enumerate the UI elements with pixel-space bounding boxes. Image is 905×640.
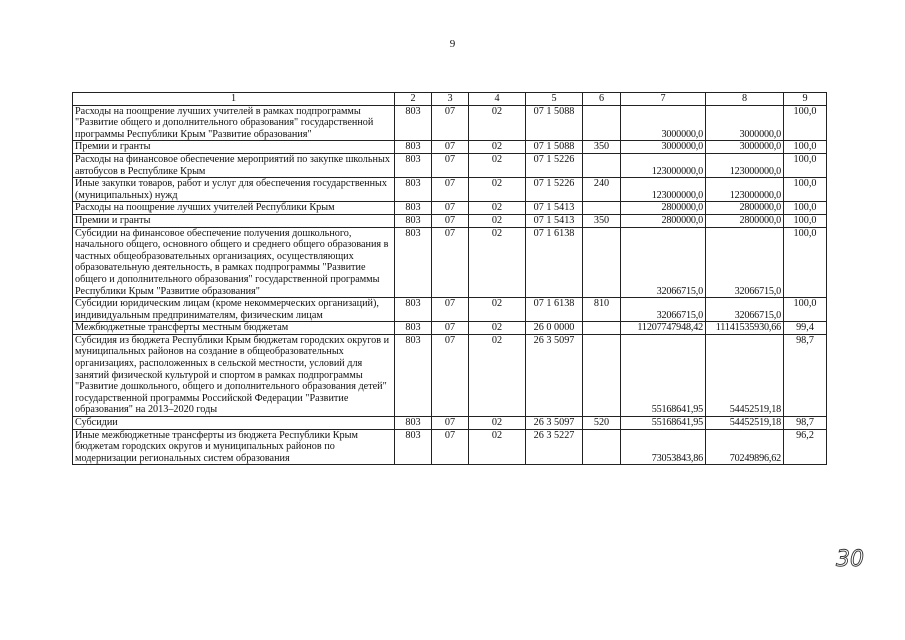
cell-col-5: 07 1 5088 [526,105,583,141]
cell-col-4: 02 [469,417,526,430]
cell-col-3: 07 [432,141,469,154]
cell-col-7: 11207747948,42 [621,322,706,335]
cell-col-6 [583,429,621,465]
cell-name: Субсидии юридическим лицам (кроме некоммерческих организаций), индивидуальным предпринимателям, физическим лицам [73,298,395,322]
cell-col-6: 810 [583,298,621,322]
cell-col-8: 123000000,0 [706,178,784,202]
cell-col-3: 07 [432,105,469,141]
cell-name: Расходы на поощрение лучших учителей Республики Крым [73,202,395,215]
cell-col-9: 99,4 [784,322,827,335]
cell-col-7: 3000000,0 [621,141,706,154]
table-row [73,429,827,465]
cell-col-3: 07 [432,227,469,298]
cell-col-4: 02 [469,298,526,322]
cell-col-7: 73053843,86 [621,429,706,465]
cell-col-3: 07 [432,417,469,430]
cell-col-8: 32066715,0 [706,298,784,322]
cell-col-9: 100,0 [784,214,827,227]
cell-col-2: 803 [395,141,432,154]
cell-col-4: 02 [469,153,526,177]
cell-col-9: 100,0 [784,227,827,298]
cell-col-4: 02 [469,322,526,335]
page-number: 9 [449,38,456,50]
cell-col-5: 07 1 5413 [526,202,583,215]
cell-col-3: 07 [432,202,469,215]
cell-col-2: 803 [395,334,432,416]
cell-col-6 [583,334,621,416]
table-row [73,214,827,227]
header-col-7: 7 [621,93,706,106]
cell-col-7: 32066715,0 [621,298,706,322]
cell-col-5: 26 0 0000 [526,322,583,335]
table-row [73,141,827,154]
handwritten-number: 30 [836,547,864,572]
cell-col-7: 55168641,95 [621,334,706,416]
cell-col-8: 3000000,0 [706,105,784,141]
header-col-6: 6 [583,93,621,106]
header-col-5: 5 [526,93,583,106]
cell-col-4: 02 [469,141,526,154]
table-row [73,105,827,141]
cell-col-8: 70249896,62 [706,429,784,465]
cell-col-5: 26 3 5097 [526,334,583,416]
cell-col-5: 26 3 5097 [526,417,583,430]
cell-col-8: 2800000,0 [706,214,784,227]
cell-col-2: 803 [395,298,432,322]
cell-col-4: 02 [469,105,526,141]
cell-col-6 [583,153,621,177]
cell-col-7: 3000000,0 [621,105,706,141]
header-col-4: 4 [469,93,526,106]
cell-name: Иные межбюджетные трансферты из бюджета Республики Крым бюджетам городских округов и муниципальных районов по модернизации региональных систем образования [73,429,395,465]
cell-name: Расходы на финансовое обеспечение мероприятий по закупке школьных автобусов в Республике Крым [73,153,395,177]
cell-col-3: 07 [432,178,469,202]
cell-name: Субсидии на финансовое обеспечение получения дошкольного, начального общего, основного общего и среднего общего образования в частных общеобразовательных организациях, осуществляющих образовательную деятельность, в рамках подпрограммы "Развитие общего и дополнительного образования" государственной программы Республики Крым "Развитие образования" [73,227,395,298]
cell-col-4: 02 [469,202,526,215]
cell-col-6 [583,227,621,298]
cell-col-4: 02 [469,227,526,298]
cell-col-2: 803 [395,214,432,227]
cell-col-5: 26 3 5227 [526,429,583,465]
cell-col-2: 803 [395,429,432,465]
cell-col-5: 07 1 5088 [526,141,583,154]
cell-col-2: 803 [395,178,432,202]
cell-name: Иные закупки товаров, работ и услуг для обеспечения государственных (муниципальных) нужд [73,178,395,202]
cell-col-3: 07 [432,322,469,335]
table-row [73,178,827,202]
cell-col-4: 02 [469,334,526,416]
cell-col-3: 07 [432,429,469,465]
cell-col-9: 100,0 [784,105,827,141]
cell-col-8: 11141535930,66 [706,322,784,335]
cell-col-8: 54452519,18 [706,334,784,416]
cell-col-5: 07 1 5413 [526,214,583,227]
cell-name: Субсидия из бюджета Республики Крым бюджетам городских округов и муниципальных районов на создание в общеобразовательных организациях, расположенных в сельской местности, условий для занятий физической культурой и спортом в рамках подпрограммы "Развитие дошкольного, общего и дополнительного образования детей" государственной программы Российской Федерации "Развитие образования" на 2013–2020 годы [73,334,395,416]
cell-col-2: 803 [395,417,432,430]
cell-name: Субсидии [73,417,395,430]
cell-col-9: 100,0 [784,141,827,154]
cell-col-9: 100,0 [784,298,827,322]
cell-col-9: 98,7 [784,417,827,430]
cell-name: Расходы на поощрение лучших учителей в рамках подпрограммы "Развитие общего и дополнительного образования" государственной программы Республики Крым "Развитие образования" [73,105,395,141]
cell-col-3: 07 [432,153,469,177]
cell-col-6 [583,322,621,335]
budget-table [72,92,827,465]
header-col-3: 3 [432,93,469,106]
cell-col-8: 2800000,0 [706,202,784,215]
cell-col-9: 100,0 [784,178,827,202]
cell-col-7: 32066715,0 [621,227,706,298]
cell-col-6: 350 [583,214,621,227]
cell-col-4: 02 [469,429,526,465]
cell-col-3: 07 [432,298,469,322]
cell-col-4: 02 [469,178,526,202]
table-row [73,334,827,416]
cell-col-9: 96,2 [784,429,827,465]
handwritten-page-mark [834,546,874,572]
cell-col-9: 98,7 [784,334,827,416]
header-col-8: 8 [706,93,784,106]
cell-col-5: 07 1 5226 [526,178,583,202]
table-header-row [73,93,827,106]
cell-col-9: 100,0 [784,153,827,177]
cell-col-4: 02 [469,214,526,227]
cell-col-5: 07 1 5226 [526,153,583,177]
cell-col-8: 32066715,0 [706,227,784,298]
cell-col-7: 2800000,0 [621,214,706,227]
table-row [73,227,827,298]
header-col-1: 1 [73,93,395,106]
cell-col-2: 803 [395,322,432,335]
cell-col-6: 520 [583,417,621,430]
header-col-9: 9 [784,93,827,106]
cell-col-8: 3000000,0 [706,141,784,154]
cell-col-7: 123000000,0 [621,178,706,202]
cell-col-5: 07 1 6138 [526,227,583,298]
cell-col-6: 350 [583,141,621,154]
cell-col-2: 803 [395,105,432,141]
table-row [73,153,827,177]
table-row [73,417,827,430]
cell-col-6 [583,202,621,215]
table-row [73,322,827,335]
cell-name: Премии и гранты [73,214,395,227]
header-col-2: 2 [395,93,432,106]
cell-name: Межбюджетные трансферты местным бюджетам [73,322,395,335]
cell-col-2: 803 [395,153,432,177]
cell-col-8: 123000000,0 [706,153,784,177]
table-row [73,202,827,215]
cell-col-7: 2800000,0 [621,202,706,215]
cell-name: Премии и гранты [73,141,395,154]
cell-col-7: 123000000,0 [621,153,706,177]
cell-col-7: 55168641,95 [621,417,706,430]
cell-col-6 [583,105,621,141]
cell-col-2: 803 [395,227,432,298]
cell-col-8: 54452519,18 [706,417,784,430]
cell-col-3: 07 [432,334,469,416]
cell-col-5: 07 1 6138 [526,298,583,322]
table-row [73,298,827,322]
cell-col-3: 07 [432,214,469,227]
cell-col-2: 803 [395,202,432,215]
cell-col-9: 100,0 [784,202,827,215]
cell-col-6: 240 [583,178,621,202]
table-body [73,93,827,465]
